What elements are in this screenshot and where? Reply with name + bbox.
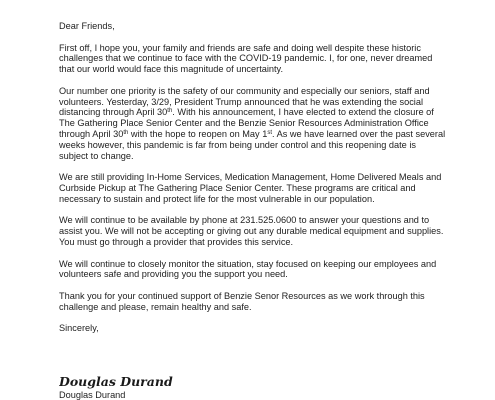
paragraph-line: First off, I hope you, your family and friends are safe and doing well despite these historic [59,42,421,53]
signature-graphic [59,371,259,391]
handwritten-signature [59,371,259,391]
paragraph-line: challenges that we continue to face with the COVID-19 pandemic. I, for one, never dreamed [59,53,433,64]
ordinal-suffix: th [167,108,173,115]
signature-text: Douglas Durand [59,374,173,389]
paragraph-line: weeks however, this pandemic is far from being under control and this reopening date is [59,140,416,151]
paragraph-line: You must go through a provider that provides this service. [59,237,294,248]
paragraph-thank-you [59,291,469,313]
paragraph-line: We will continue to be available by phone at 231.525.0600 to answer your questions and to [59,215,430,226]
paragraph-line: volunteers safe and providing you the support you need. [59,269,288,280]
paragraph-services [59,172,469,205]
paragraph-line [59,107,434,117]
ordinal-suffix: st [267,130,272,137]
paragraph-line: Thank you for your continued support of Benzie Senor Resources as we work through this [59,290,425,301]
paragraph-introduction [59,43,469,76]
salutation: Dear Friends, [59,21,115,31]
paragraph-line: We will continue to closely monitor the situation, stay focused on keeping our employees and [59,258,437,269]
line-segment: distancing through April 30 [59,107,168,118]
line-segment: with the hope to reopen on May 1 [128,129,268,140]
line-segment: . As we have learned over the past several [271,129,446,140]
letter-body [59,21,469,344]
line-segment: through April 30 [59,129,124,140]
paragraph-line: necessary to sustain and protect life for the most vulnerable in our population. [59,194,375,205]
closing: Sincerely, [59,322,99,333]
paragraph-line: Our number one priority is the safety of our community and especially our seniors, staff and [59,85,430,96]
paragraph-line: assist you. We will not be accepting or giving out any durable medical equipment and supplies. [59,226,444,237]
ordinal-suffix: th [123,130,129,137]
paragraph-monitoring [59,259,469,281]
paragraph-line: volunteers. Yesterday, 3/29, President Trump announced that he was extending the social [59,96,423,107]
paragraph-safety-priority [59,86,469,162]
paragraph-line: Curbside Pickup at The Gathering Place Senior Center. These programs are critical and [59,183,416,194]
paragraph-line: that our world would face this magnitude of uncertainty. [59,64,284,75]
paragraph-line [59,129,445,139]
signer-name: Douglas Durand [59,390,126,400]
paragraph-line: subject to change. [59,151,134,162]
line-segment: . With his announcement, I have elected to extend the closure of [172,107,434,118]
paragraph-phone-availability [59,215,469,248]
paragraph-line: challenge and please, remain healthy and safe. [59,301,252,312]
paragraph-line: The Gathering Place Senior Center and the Benzie Senior Resources Administration Office [59,118,429,129]
paragraph-line: We are still providing In-Home Services, Medication Management, Home Delivered Meals and [59,172,442,183]
